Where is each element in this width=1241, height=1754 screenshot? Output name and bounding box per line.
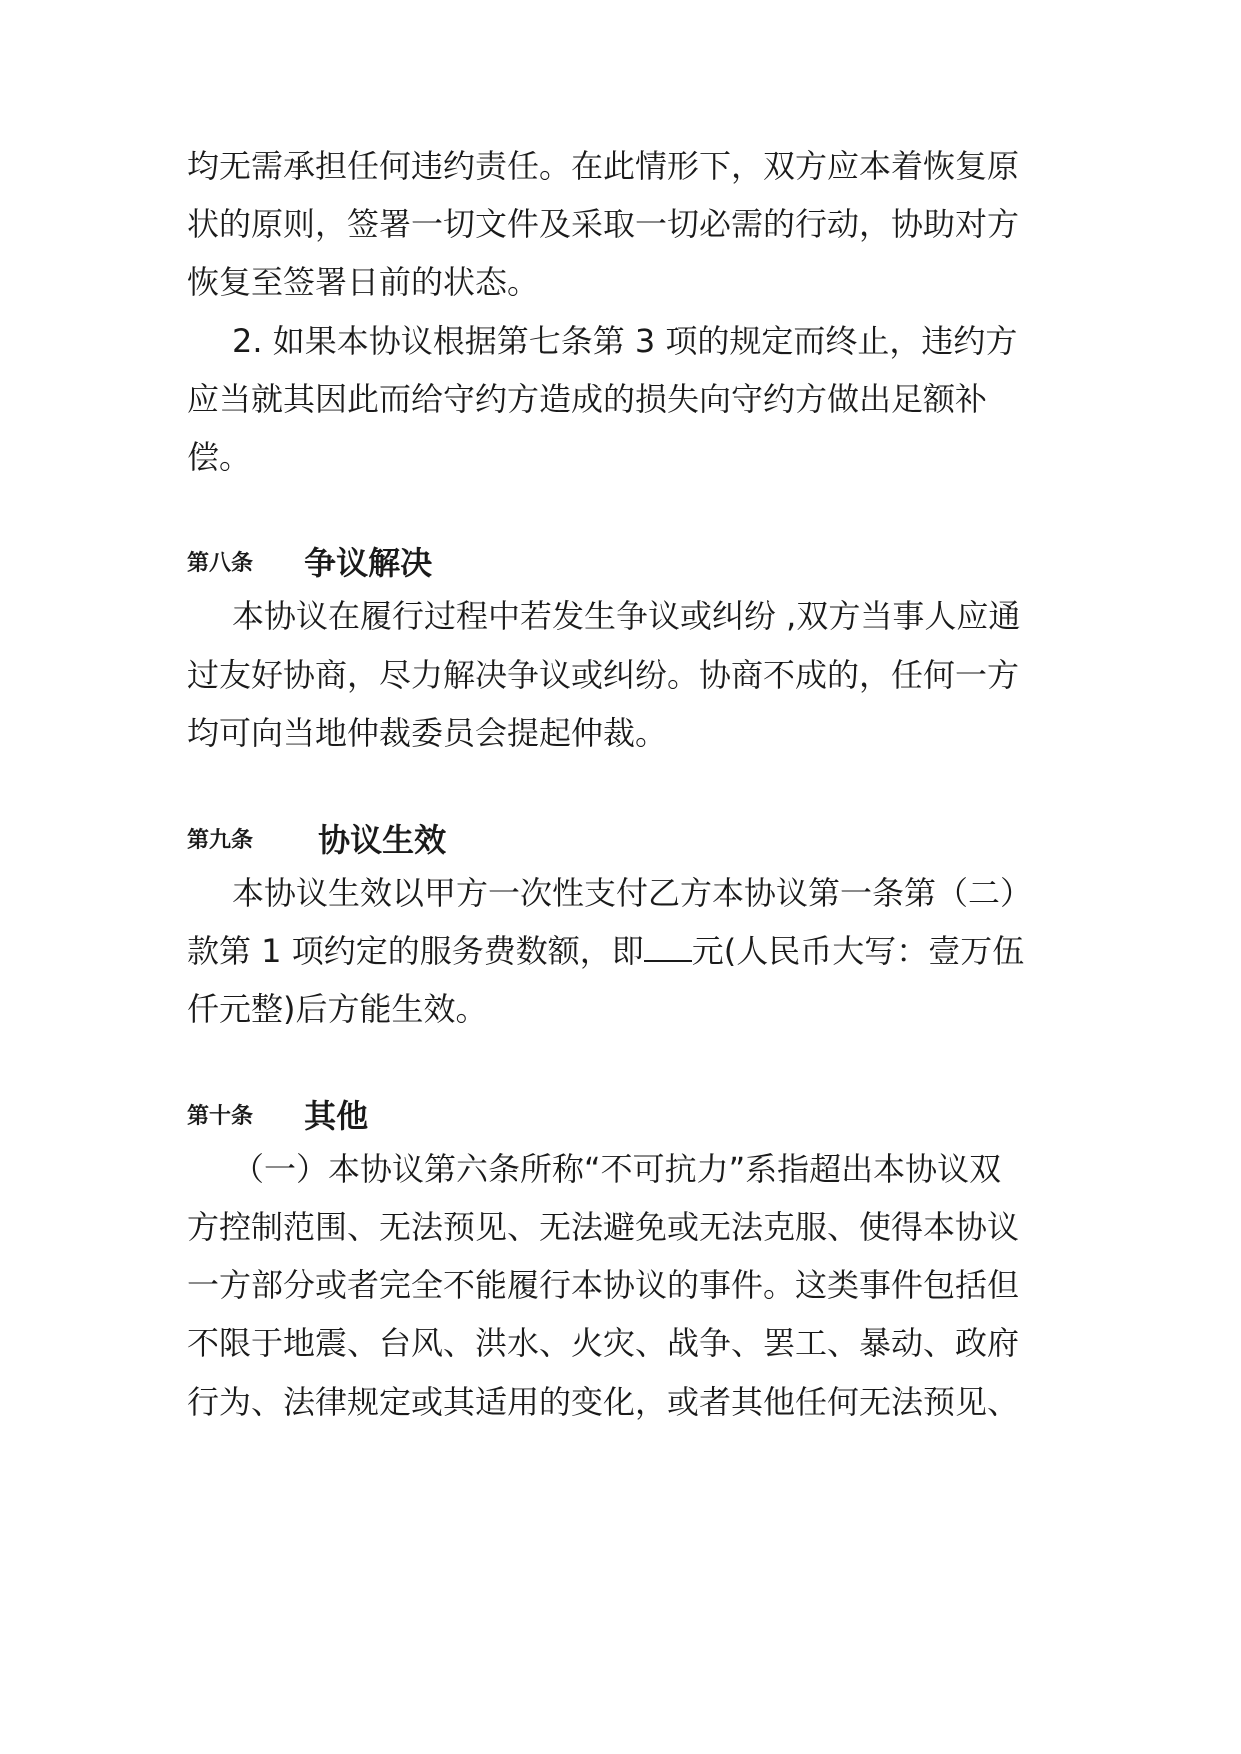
paragraph-line: 偿。 [187, 438, 252, 476]
article-number: 第八条 [187, 550, 254, 576]
paragraph-line [187, 931, 1024, 971]
paragraph-line: 仟元整)后方能生效。 [187, 990, 488, 1028]
article-title: 其他 [304, 1097, 369, 1135]
article-title: 协议生效 [318, 821, 447, 859]
article-number: 第十条 [187, 1103, 254, 1129]
paragraph-text: 款第 1 项约定的服务费数额，即 [187, 932, 644, 970]
paragraph-line: 恢复至签署日前的状态。 [187, 263, 540, 301]
paragraph-line: 均可向当地仲裁委员会提起仲裁。 [187, 714, 668, 752]
paragraph-line: 过友好协商，尽力解决争议或纠纷。协商不成的，任何一方 [187, 656, 1020, 694]
article-number: 第九条 [187, 827, 254, 853]
paragraph-line: 均无需承担任何违约责任。在此情形下，双方应本着恢复原 [187, 147, 1020, 185]
article-heading [187, 538, 432, 584]
article-heading [187, 1091, 368, 1137]
paragraph-text: 元(人民币大写：壹万伍 [691, 932, 1025, 970]
paragraph-line: 2. 如果本协议根据第七条第 3 项的规定而终止，违约方 [232, 322, 1018, 360]
paragraph-line: 本协议在履行过程中若发生争议或纠纷 ,双方当事人应通 [232, 597, 1021, 635]
paragraph-line: 行为、法律规定或其适用的变化，或者其他任何无法预见、 [187, 1383, 1020, 1421]
paragraph-line: （一）本协议第六条所称“不可抗力”系指超出本协议双 [232, 1150, 1002, 1188]
paragraph-line: 方控制范围、无法预见、无法避免或无法克服、使得本协议 [187, 1208, 1020, 1246]
fill-in-blank [644, 934, 692, 962]
paragraph-line: 应当就其因此而给守约方造成的损失向守约方做出足额补 [187, 380, 988, 418]
paragraph-line: 状的原则，签署一切文件及采取一切必需的行动，协助对方 [187, 205, 1020, 243]
paragraph-line: 不限于地震、台风、洪水、火灾、战争、罢工、暴动、政府 [187, 1324, 1020, 1362]
article-title: 争议解决 [304, 544, 433, 582]
paragraph-line: 本协议生效以甲方一次性支付乙方本协议第一条第（二） [232, 874, 1033, 912]
article-heading [187, 815, 446, 861]
paragraph-line: 一方部分或者完全不能履行本协议的事件。这类事件包括但 [187, 1266, 1020, 1304]
